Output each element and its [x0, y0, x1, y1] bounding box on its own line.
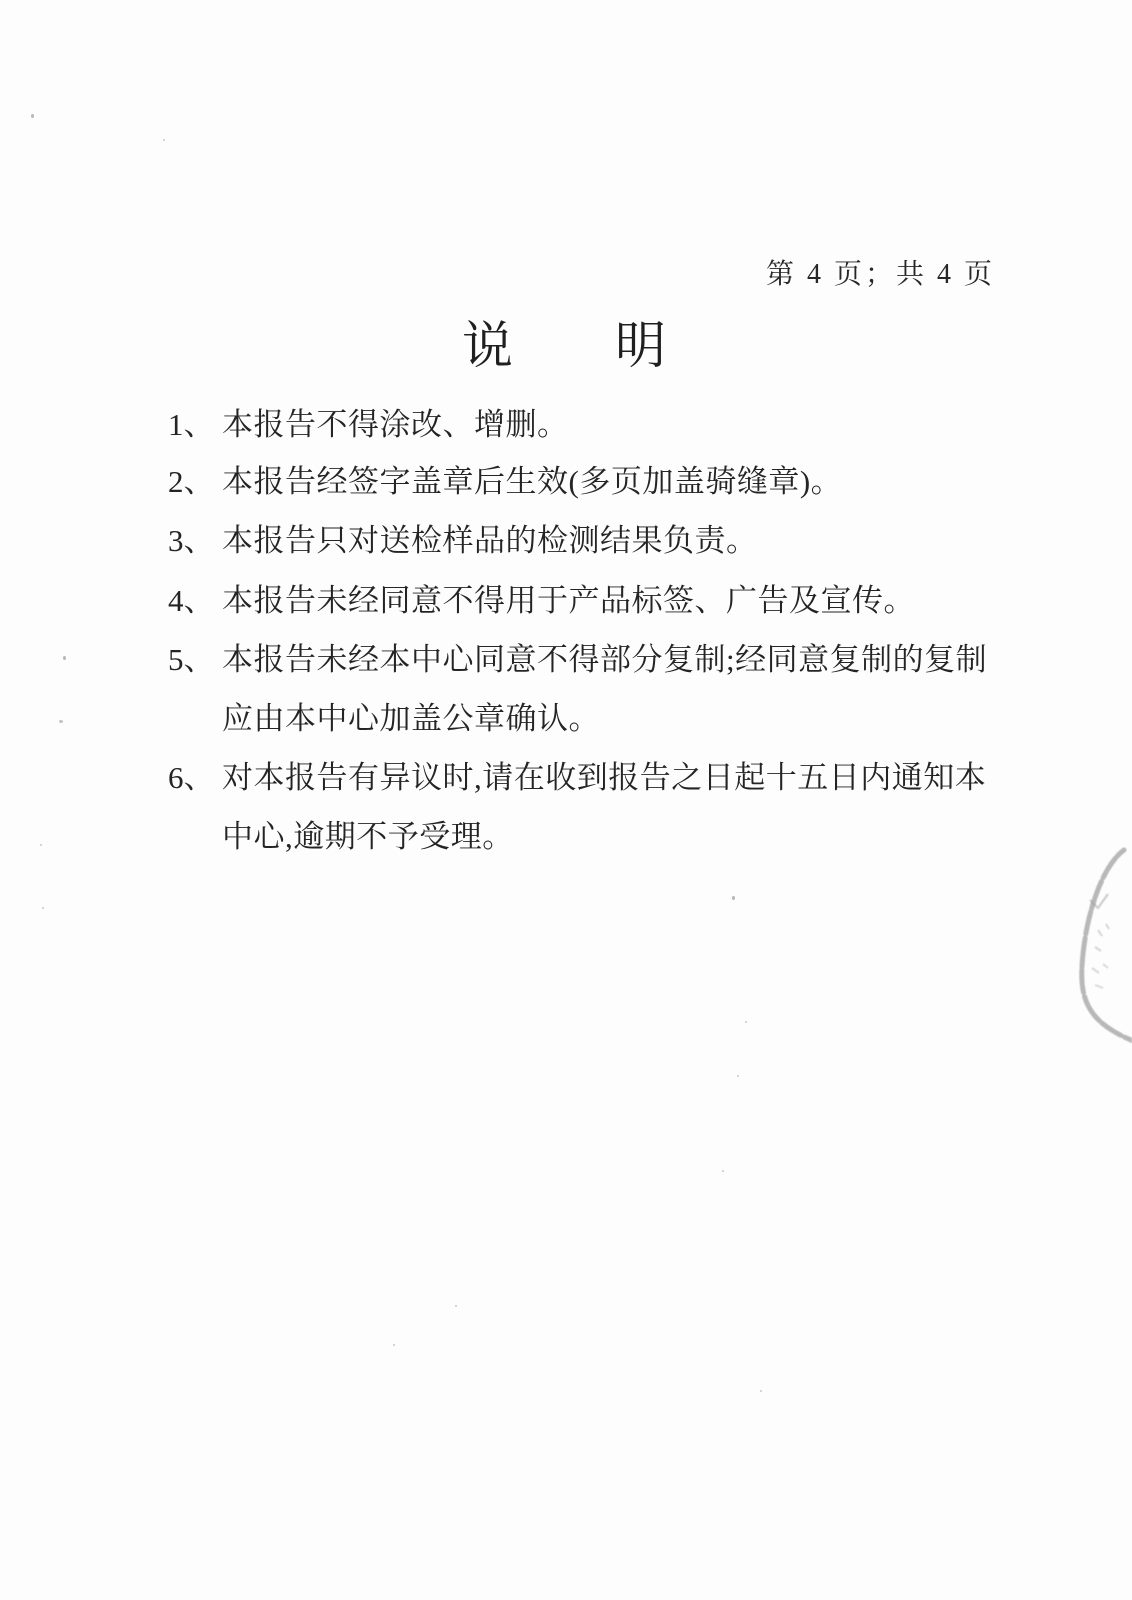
note-item-4: [168, 582, 915, 619]
note-item-6: [168, 759, 986, 796]
note-number: 5、: [168, 642, 215, 677]
doc-title: [462, 320, 666, 374]
note-number: 4、: [168, 583, 215, 618]
note-item-6-continuation: [222, 818, 514, 855]
note-text: 对本报告有异议时,请在收到报告之日起十五日内通知本: [222, 760, 987, 795]
note-number: 2、: [168, 464, 215, 499]
doc-title-char: 明: [615, 319, 667, 375]
scan-speck: [40, 844, 42, 846]
scan-speck: [63, 656, 66, 660]
page-indicator: 第 4 页；共 4 页: [766, 259, 996, 290]
scan-speck: [737, 1075, 739, 1077]
scan-speck: [732, 896, 735, 900]
scan-speck: [31, 114, 34, 118]
note-number: 6、: [168, 760, 215, 795]
note-number: 3、: [168, 523, 215, 558]
note-text: 本报告不得涂改、增删。: [222, 407, 569, 442]
scan-speck: [163, 139, 165, 141]
note-text: 本报告经签字盖章后生效(多页加盖骑缝章)。: [222, 464, 843, 499]
note-number: 1、: [168, 407, 215, 442]
scan-speck: [722, 1170, 724, 1172]
note-text: 本报告只对送检样品的检测结果负责。: [222, 523, 758, 558]
doc-title-char: 说: [462, 319, 514, 375]
note-text: 应由本中心加盖公章确认。: [222, 701, 600, 736]
note-item-5-continuation: [222, 700, 600, 737]
stamp-ink-marks: [1092, 964, 1108, 988]
note-item-2: [168, 463, 842, 500]
note-text: 本报告未经同意不得用于产品标签、广告及宣传。: [222, 583, 915, 618]
stamp-arc-outline: [1082, 850, 1132, 1042]
scan-speck: [745, 1021, 747, 1023]
note-text: 中心,逾期不予受理。: [222, 819, 514, 854]
note-item-5: [168, 641, 987, 678]
scan-speck: [59, 720, 63, 723]
scan-speck: [455, 1305, 457, 1307]
stamp-ink-marks: [1095, 924, 1109, 951]
note-text: 本报告未经本中心同意不得部分复制;经同意复制的复制: [222, 642, 988, 677]
note-item-3: [168, 522, 758, 559]
scan-speck: [42, 907, 44, 909]
partial-seal-stamp: [1040, 828, 1132, 1062]
note-item-1: [168, 406, 569, 443]
scan-speck: [393, 1344, 395, 1346]
scan-speck: [760, 1390, 762, 1392]
